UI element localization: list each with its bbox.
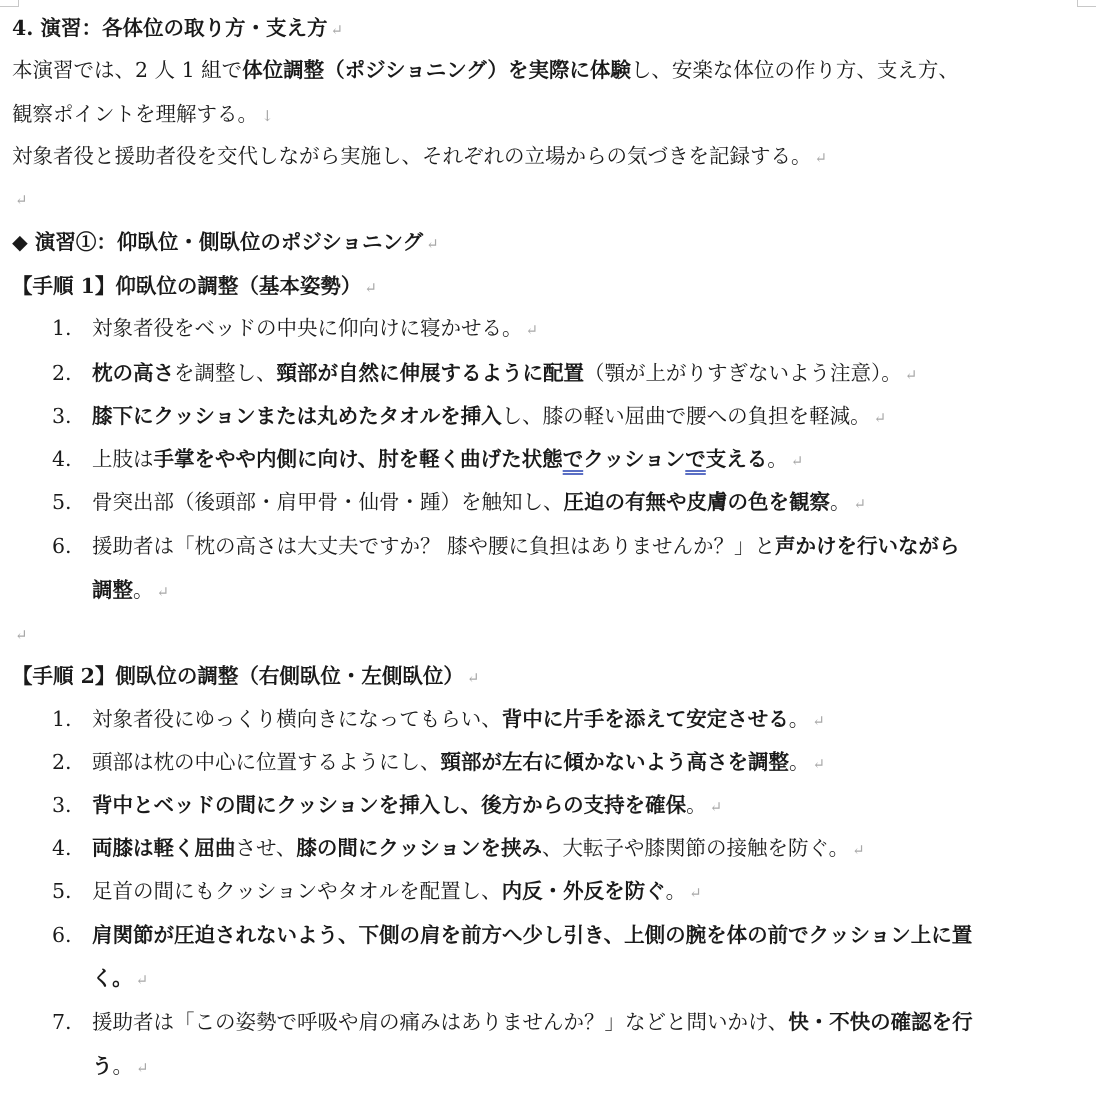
text-run: 骨突出部（後頭部・肩甲骨・仙骨・踵）を触知し、 [92,490,564,514]
text-run: を調整し、 [174,361,277,385]
text-run: 。 [830,490,851,514]
text-run: 。 [767,447,788,471]
text-run: 対象者役にゆっくり横向きになってもらい、 [92,707,502,731]
paragraph-mark: ↵ [466,669,480,687]
list-item [92,834,865,862]
paragraph-mark: ↵ [904,366,918,384]
text-run: 。 [112,1054,133,1078]
paragraph-mark: ↵ [689,884,702,902]
list-number: 4. [52,447,72,471]
text-run: させ、 [235,836,297,860]
list-number: 4. [52,836,72,860]
text-run: 援助者は「枕の高さは大丈夫ですか？ 膝や腰に負担はありませんか？」と [92,534,776,558]
text-run: （顎が上がりすぎないよう注意）。 [584,361,902,385]
list-item [92,576,169,604]
bold-text-run: 頸部が左右に傾かないよう高さを調整 [440,750,789,774]
page-corner-mark [1077,0,1096,7]
bold-text-run: 支える [705,447,768,471]
text-run: 対象者役をベッドの中央に仰向けに寝かせる。 [92,316,523,340]
paragraph-mark: ↵ [873,409,887,427]
bold-text-run: 枕の高さ [92,361,174,385]
list-number: 3. [52,404,72,428]
text-run: 、大転子や膝関節の接触を防ぐ。 [541,836,850,860]
list-item [92,921,972,949]
paragraph-mark: ↵ [812,712,825,730]
text-run: 。 [686,793,707,817]
bold-text-run: で [562,447,584,471]
list-number: 7. [52,1010,72,1034]
text-run: 頭部は枕の中心に位置するようにし、 [92,750,441,774]
list-number: 5. [52,879,72,903]
list-number: 6. [52,534,72,558]
list-number: 2. [52,750,72,774]
paragraph-mark: ↵ [709,798,723,816]
list-item [92,402,886,430]
text-run: 。 [133,578,154,602]
empty-paragraph [12,184,1084,212]
text-run: 。 [788,707,810,731]
paragraph-mark: ↵ [812,755,826,773]
empty-paragraph [12,619,1084,647]
step-1-heading [12,272,1084,300]
paragraph-mark: ↵ [15,626,28,644]
text-run: 本演習では、2 人 1 組で [12,58,243,82]
list-item [92,359,917,387]
text-run: 。 [665,879,687,903]
bold-text-run: 背中に片手を添えて安定させる [501,707,789,731]
list-item [92,488,866,516]
paragraph-mark: ↵ [852,841,865,859]
bold-text-run: 快・不快の確認を行 [788,1010,973,1034]
list-item [92,532,960,560]
bold-text-run: クッション [583,447,686,471]
step-2-heading [12,662,1084,690]
list-item [92,1052,149,1080]
bold-text-run: 頸部が自然に伸展するように配置 [276,361,584,385]
list-item [92,748,825,776]
bold-text-run: で [685,447,706,471]
paragraph-mark: ↵ [330,21,344,39]
list-number: 6. [52,923,72,947]
list-item [92,1008,973,1036]
text-run: 上肢は [92,447,154,471]
bold-text-run: う [92,1054,113,1078]
intro-runs [12,58,959,82]
page-corner-mark [0,0,19,7]
exercise-1-heading: ◆ 演習①：仰臥位・側臥位のポジショニング ↵ [12,230,439,254]
bold-text-run: 肩関節が圧迫されないよう、下側の肩を前方へ少し引き、上側の腕を体の前でクッション上に置 [92,923,973,947]
list-item [92,877,702,905]
bold-text-run: く。 [92,966,133,990]
paragraph-mark: ↵ [790,452,804,470]
paragraph-mark: ↵ [525,321,539,339]
intro-paragraph-1-continued: 観察ポイントを理解する。 ↓ [12,102,274,126]
list-item [92,314,538,342]
paragraph-mark: ↵ [426,235,439,253]
list-number: 1. [52,707,72,731]
paragraph-mark: ↵ [136,1059,149,1077]
bold-text-run: 体位調整（ポジショニング）を実際に体験 [242,58,631,82]
text-run: 。 [789,750,810,774]
bold-text-run: 内反・外反を防ぐ [501,879,666,903]
step-heading-runs [12,664,479,688]
line-break-mark: ↓ [261,107,274,125]
bold-text-run: 膝の間にクッションを挟み [296,836,542,860]
paragraph-mark: ↵ [814,149,828,167]
text-run: 援助者は「この姿勢で呼吸や肩の痛みはありませんか？」などと問いかけ、 [92,1010,789,1034]
bold-text-run: 両膝は軽く屈曲 [92,836,236,860]
paragraph-mark: ↵ [135,971,149,989]
bold-text-run: 圧迫の有無や皮膚の色を観察 [563,490,830,514]
text-run: し、膝の軽い屈曲で腰への負担を軽減。 [501,404,871,428]
list-item [92,445,803,473]
bold-text-run: 調整 [92,578,133,602]
bold-text-run: 手掌をやや内側に向け、肘を軽く曲げた状態 [153,447,563,471]
intro-paragraph-1 [12,56,1084,84]
paragraph-mark: ↵ [15,191,28,209]
bold-text-run: 膝下にクッションまたは丸めたタオルを挿入 [92,404,502,428]
bold-text-run: 【手順 2】側臥位の調整（右側臥位・左側臥位） [12,664,464,688]
text-run: 足首の間にもクッションやタオルを配置し、 [92,879,502,903]
section-heading: 4. 演習：各体位の取り方・支え方 ↵ [12,16,344,40]
text-run: し、安楽な体位の作り方、支え方、 [630,58,959,82]
list-item [92,705,825,733]
bold-text-run: 【手順 1】仰臥位の調整（基本姿勢） [12,274,362,298]
bold-text-run: 声かけを行いながら [775,534,960,558]
paragraph-mark: ↵ [156,583,170,601]
list-item [92,964,148,992]
list-item [92,791,722,819]
intro-paragraph-2: 対象者役と援助者役を交代しながら実施し、それぞれの立場からの気づきを記録する。 ↵ [12,144,828,168]
paragraph-mark: ↵ [853,495,867,513]
list-number: 1. [52,316,72,340]
paragraph-mark: ↵ [364,279,377,297]
list-number: 5. [52,490,72,514]
list-number: 2. [52,361,72,385]
step-heading-runs [12,274,377,298]
bold-text-run: 背中とベッドの間にクッションを挿入し、後方からの支持を確保 [92,793,687,817]
list-number: 3. [52,793,72,817]
